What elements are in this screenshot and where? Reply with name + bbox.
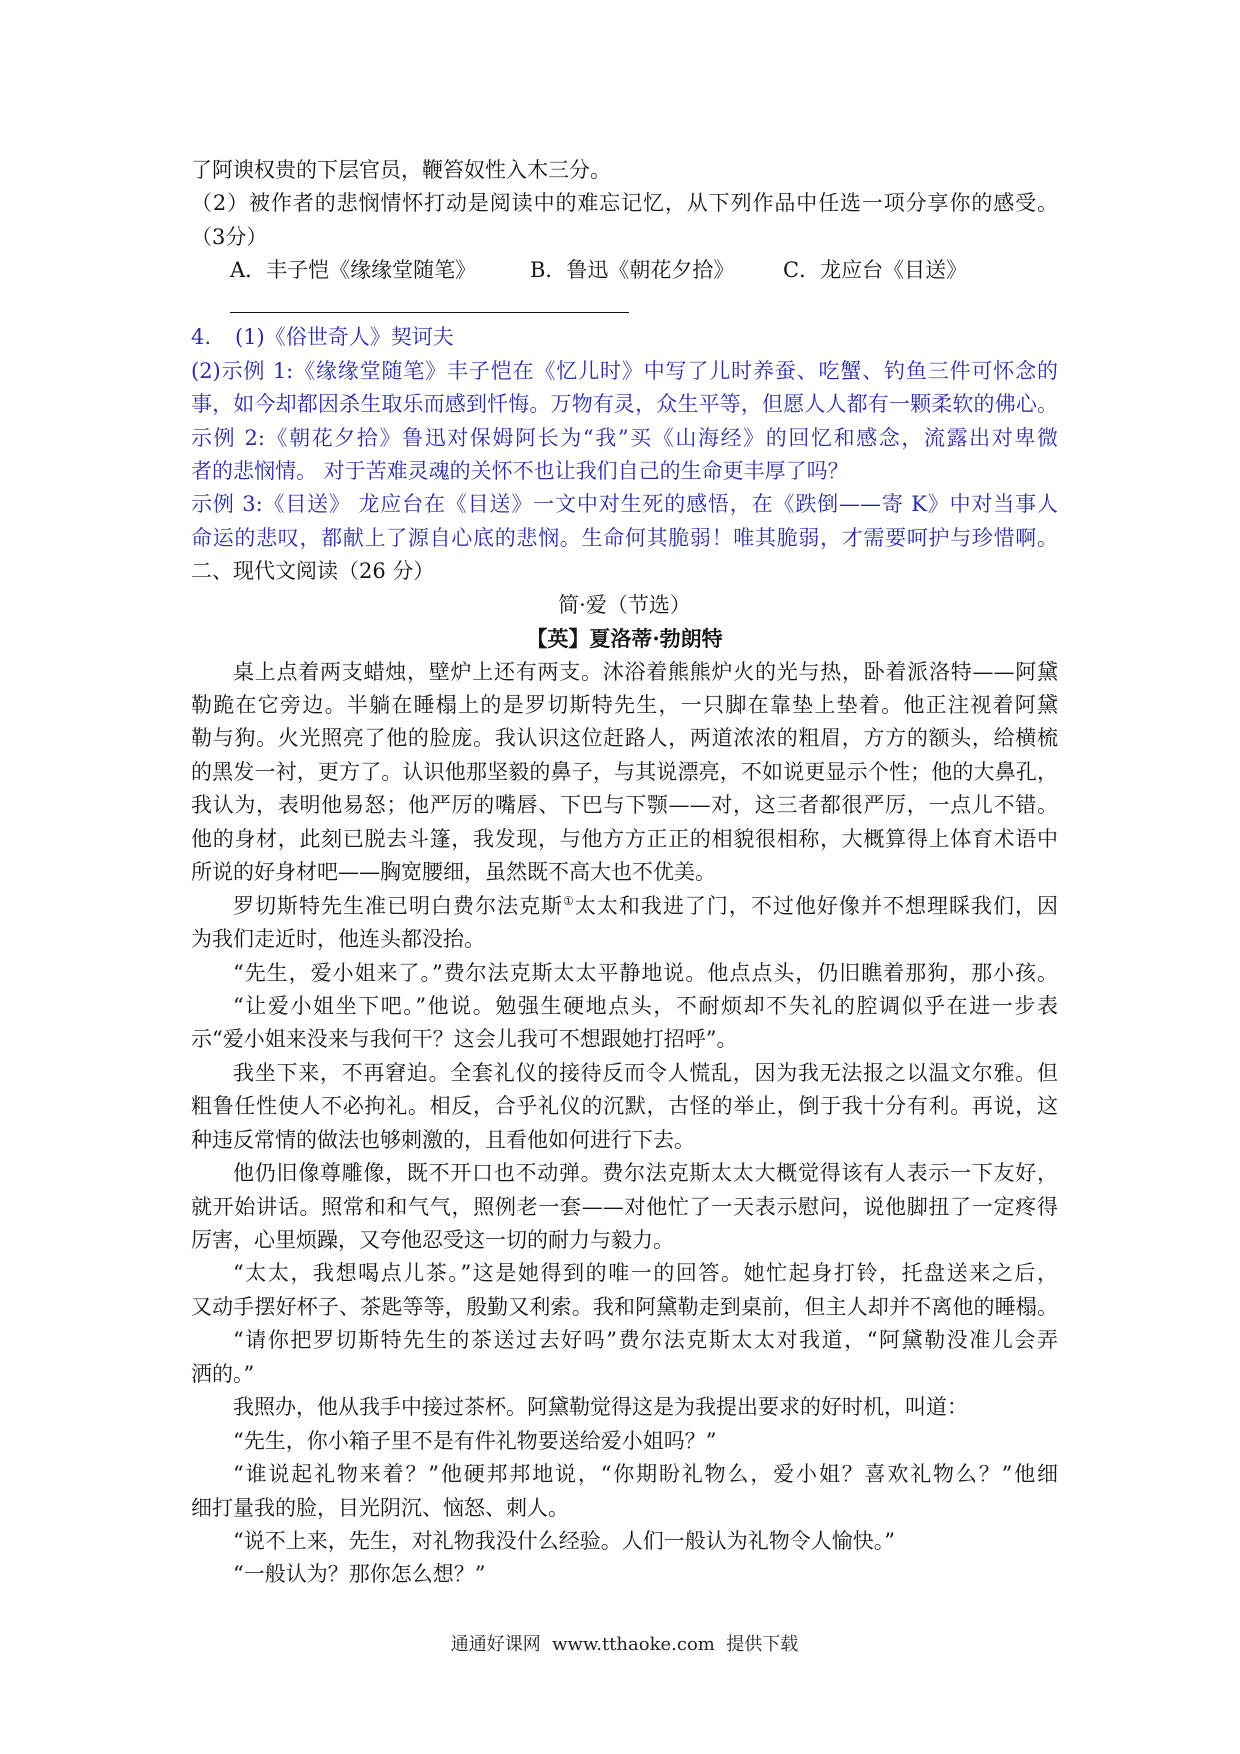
- passage-line: 他的身材，此刻已脱去斗篷，我发现，与他方方正正的相貌很相称，大概算得上体育术语中: [191, 826, 1058, 851]
- passage-text: 太太和我进了门，不过他好像并不想理睬我们，因: [574, 893, 1058, 918]
- q3-part2-score: （3分）: [191, 224, 268, 249]
- passage-line: 的黑发一衬，更方了。认识他那坚毅的鼻子，与其说漂亮，不如说更显示个性；他的大鼻孔，: [191, 759, 1058, 784]
- passage-paragraph: [191, 1558, 1058, 1591]
- passage-paragraph: [191, 1324, 1058, 1391]
- footnote-marker: ①: [563, 893, 575, 908]
- passage-text: 罗切斯特先生准已明白费尔法克斯: [233, 893, 564, 918]
- passage-line: 种违反常情的做法也够刺激的，且看他如何进行下去。: [191, 1127, 695, 1152]
- passage-paragraph: [191, 1425, 1058, 1458]
- answer-4-part1: (1)《俗世奇人》契诃夫: [235, 325, 454, 350]
- passage-line: “太太，我想喝点儿茶。”这是她得到的唯一的回答。她忙起身打铃，托盘送来之后，: [233, 1261, 1058, 1286]
- passage-line: 示“爱小姐来没来与我何干？这会儿我可不想跟她打招呼”。: [191, 1027, 738, 1052]
- passage-paragraph: [191, 957, 1058, 990]
- passage-line: 勒与狗。火光照亮了他的脸庞。我认识这位赶路人，两道浓浓的粗眉，方方的额头，给横梳: [191, 726, 1058, 751]
- section-2-heading: 二、现代文阅读（26 分）: [191, 559, 435, 584]
- passage-line: “先生，你小箱子里不是有件礼物要送给爱小姐吗？”: [233, 1428, 717, 1453]
- passage-line: 粗鲁任性使人不必拘礼。相反，合乎礼仪的沉默，古怪的举止，倒于我十分有利。再说，这: [191, 1094, 1058, 1119]
- answer-4-line: 命运的悲叹，都献上了源自心底的悲悯。生命何其脆弱！唯其脆弱，才需要呵护与珍惜啊。: [191, 525, 1058, 550]
- passage-line: 又动手摆好杯子、茶匙等等，殷勤又利索。我和阿黛勒走到桌前，但主人却并不离他的睡榻。: [191, 1294, 1058, 1319]
- passage-line: “先生，爱小姐来了。”费尔法克斯太太平静地说。他点点头，仍旧瞧着那狗，那小孩。: [233, 960, 1058, 985]
- passage-paragraph: [191, 990, 1058, 1057]
- answer-4-line: 示例 3:《目送》 龙应台在《目送》一文中对生死的感悟，在《跌倒——寄 K》中对当事人: [191, 492, 1058, 517]
- passage-author: 【英】夏洛蒂·勃朗特: [526, 626, 723, 652]
- passage-line: 为我们走近时，他连头都没抬。: [191, 927, 485, 952]
- passage-line: 他仍旧像尊雕像，既不开口也不动弹。费尔法克斯太太大概觉得该有人表示一下友好，: [233, 1161, 1058, 1186]
- passage-line: “让爱小姐坐下吧。”他说。勉强生硬地点头，不耐烦却不失礼的腔调似乎在进一步表: [233, 993, 1058, 1018]
- passage-line: 我照办，他从我手中接过茶杯。阿黛勒觉得这是为我提出要求的好时机，叫道：: [233, 1395, 968, 1420]
- passage-line: 就开始讲话。照常和和气气，照例老一套——对他忙了一天表示慰问，说他脚扭了一定疼得: [191, 1194, 1058, 1219]
- passage-line: “谁说起礼物来着？”他硬邦邦地说，“你期盼礼物么，爱小姐？喜欢礼物么？”他细: [233, 1462, 1058, 1487]
- passage-paragraph: [191, 1257, 1058, 1324]
- answer-4-line: 者的悲悯情。 对于苦难灵魂的关怀不也让我们自己的生命更丰厚了吗？: [191, 458, 849, 483]
- passage-line: 洒的。”: [191, 1361, 255, 1386]
- answer-blank: [191, 288, 1058, 321]
- q3-option-b: B．鲁迅《朝花夕拾》: [530, 258, 735, 283]
- passage-paragraph: [191, 890, 1058, 957]
- q3-option-a: A．丰子恺《缘缘堂随笔》: [230, 258, 477, 283]
- text-column: [191, 154, 1058, 1592]
- footer-credit: 通通好课网 www.tthaoke.com 提供下载: [450, 1634, 799, 1655]
- passage-line: “请你把罗切斯特先生的茶送过去好吗”费尔法克斯太太对我道，“阿黛勒没准儿会弄: [233, 1328, 1058, 1353]
- passage-paragraph: [191, 1458, 1058, 1525]
- answer-4-header: [191, 321, 1058, 354]
- passage-line: 我认为，表明他易怒；他严厉的嘴唇、下巴与下颚——对，这三者都很严厉，一点儿不错。: [191, 793, 1058, 818]
- answer-4-line: (2)示例 1:《缘缘堂随笔》丰子恺在《忆儿时》中写了儿时养蚕、吃蟹、钓鱼三件可怀念的: [191, 358, 1058, 383]
- passage-line: 我坐下来，不再窘迫。全套礼仪的接待反而令人慌乱，因为我无法报之以温文尔雅。但: [233, 1060, 1058, 1085]
- passage-title: 简·爱（节选）: [558, 592, 691, 617]
- passage-line: 勒跪在它旁边。半躺在睡榻上的是罗切斯特先生，一只脚在靠垫上垫着。他正注视着阿黛: [191, 693, 1058, 717]
- passage-paragraph: [191, 656, 1058, 890]
- q3-option-c: C．龙应台《目送》: [783, 258, 968, 283]
- q3-options: [191, 254, 1058, 287]
- passage-line: 细打量我的脸，目光阴沉、恼怒、刺人。: [191, 1495, 569, 1520]
- q3-text-line: 了阿谀权贵的下层官员，鞭笞奴性入木三分。: [191, 158, 611, 182]
- passage-paragraph: [191, 1057, 1058, 1157]
- passage-line: [191, 890, 1058, 923]
- passage-line: 厉害，心里烦躁，又夸他忍受这一切的耐力与毅力。: [191, 1228, 674, 1252]
- passage-line: 桌上点着两支蜡烛，壁炉上还有两支。沐浴着熊熊炉火的光与热，卧着派洛特——阿黛: [233, 659, 1058, 684]
- q3-part2-prompt: （2）被作者的悲悯情怀打动是阅读中的难忘记忆，从下列作品中任选一项分享你的感受。: [191, 191, 1058, 216]
- passage-paragraph: [191, 1157, 1058, 1257]
- passage-paragraph: [191, 1525, 1058, 1558]
- answer-4-line: 事，如今却都因杀生取乐而感到忏悔。万物有灵，众生平等，但愿人人都有一颗柔软的佛心。: [191, 392, 1058, 417]
- passage-line: 所说的好身材吧——胸宽腰细，虽然既不高大也不优美。: [191, 860, 716, 885]
- answer-blank-line: [230, 312, 629, 313]
- answer-4-line: 示例 2:《朝花夕拾》鲁迅对保姆阿长为“我”买《山海经》的回忆和感念，流露出对卑微: [191, 425, 1058, 450]
- answer-4-number: 4.: [191, 325, 212, 350]
- passage-line: “一般认为？那你怎么想？”: [233, 1562, 486, 1587]
- passage-line: “说不上来，先生，对礼物我没什么经验。人们一般认为礼物令人愉快。”: [233, 1528, 895, 1553]
- passage-paragraph: [191, 1391, 1058, 1424]
